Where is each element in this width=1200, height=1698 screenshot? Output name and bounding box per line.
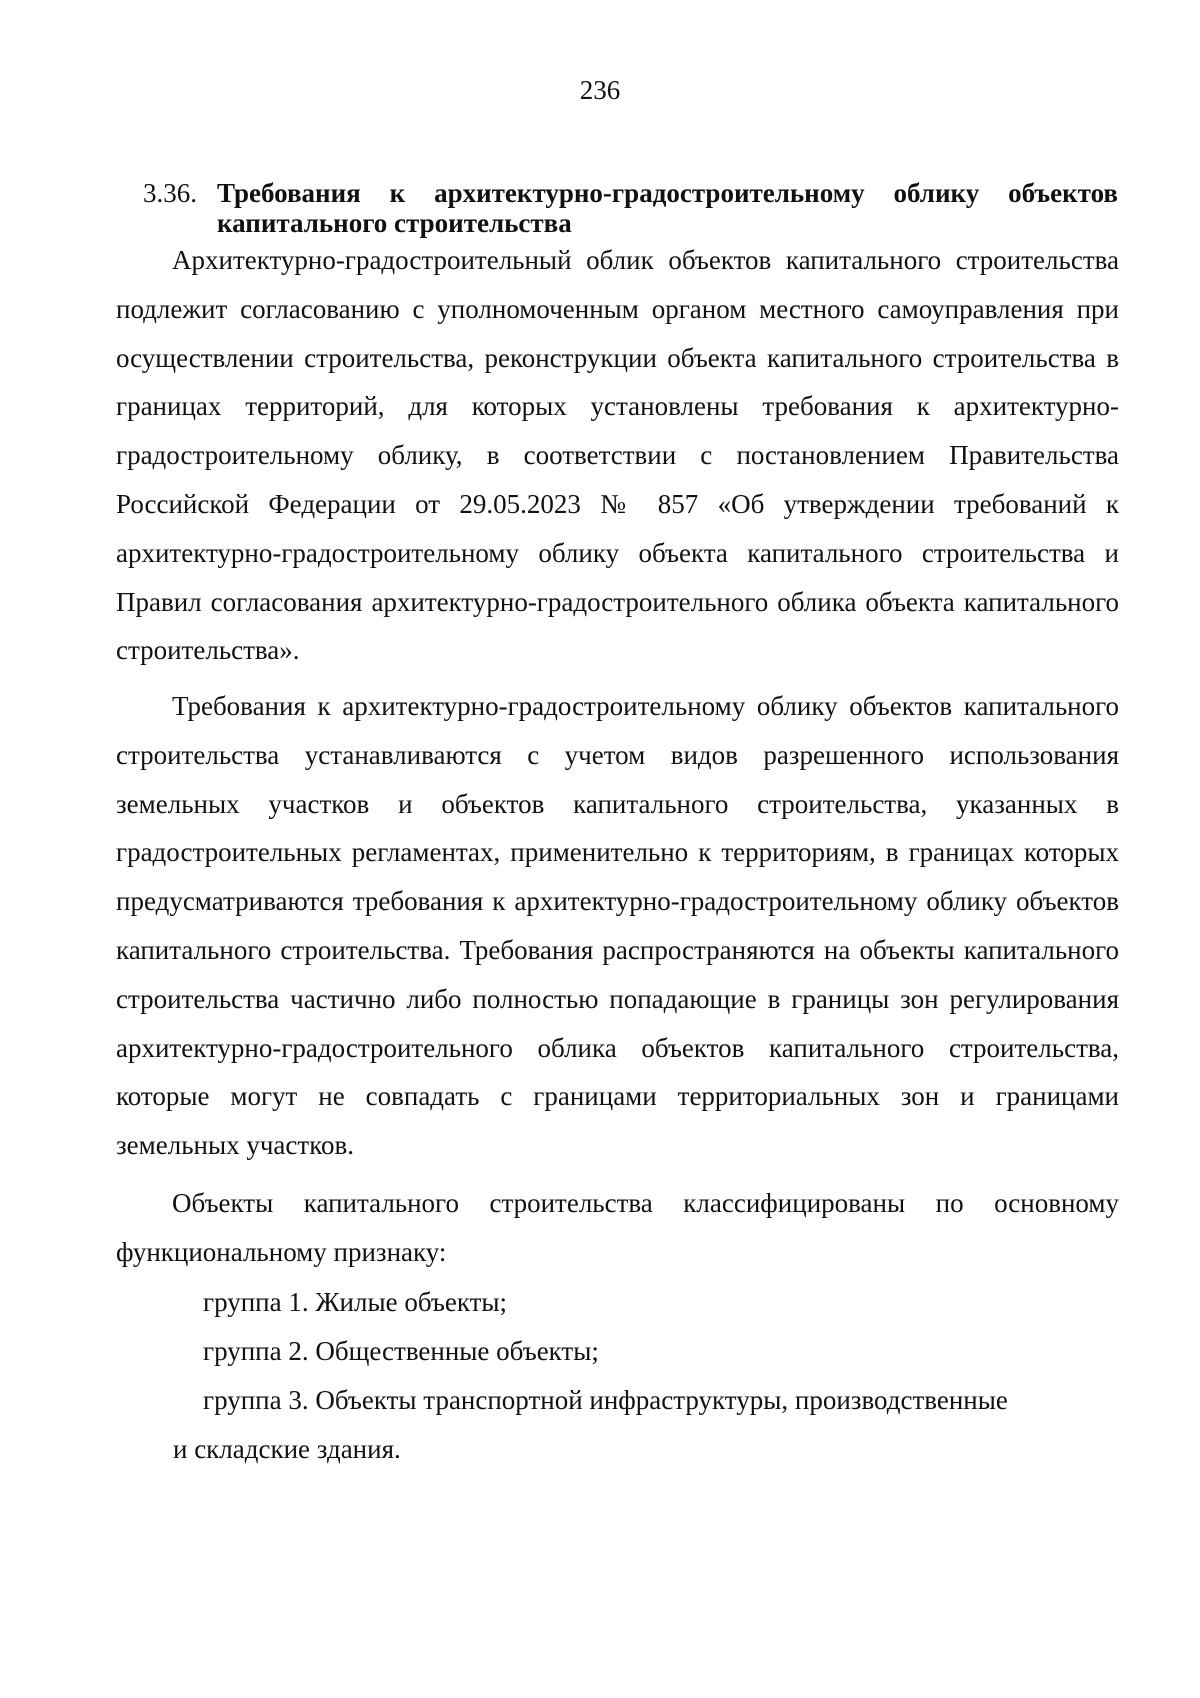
list-item-group-1	[203, 1278, 1119, 1327]
section-number: 3.36.	[143, 178, 197, 208]
paragraph-3-text: Объекты капитального строительства классифицированы по основному функциональному признаку:	[116, 1188, 1119, 1267]
list-item-group-2	[203, 1327, 1119, 1376]
section-heading	[143, 178, 1118, 238]
paragraph-3	[116, 1179, 1119, 1277]
list-item-text: группа 3. Объекты транспортной инфраструктуры, производственные	[203, 1385, 1008, 1415]
list-item-group-3	[203, 1376, 1119, 1425]
paragraph-1	[116, 236, 1119, 675]
list-item-text: группа 2. Общественные объекты;	[203, 1336, 599, 1366]
page-number: 236	[579, 75, 621, 105]
list-item-text: группа 1. Жилые объекты;	[203, 1287, 508, 1317]
paragraph-1-text: Архитектурно-градостроительный облик объектов капитального строительства подлежит согласованию с уполномоченным органом местного самоуправления при осуществлении строительства, реконструкции объекта капитального строительства в границах территорий, для которых установлены требования к архитектурно-градостроительному облику, в соответствии с постановлением Правительства Российской Федерации от 29.05.2023 № 857 «Об утверждении требований к архитектурно-градостроительному облику объекта капитального строительства и Правил согласования архитектурно-градостроительного облика объекта капитального строительства».	[116, 245, 1119, 666]
list-item-group-3-continuation: и складские здания.	[173, 1434, 401, 1464]
paragraph-2-text: Требования к архитектурно-градостроительному облику объектов капитального строительства устанавливаются с учетом видов разрешенного использования земельных участков и объектов капитального строительства, указанных в градостроительных регламентах, применительно к территориям, в границах которых предусматриваются требования к архитектурно-градостроительному облику объектов капитального строительства. Требования распространяются на объекты капитального строительства частично либо полностью попадающие в границы зон регулирования архитектурно-градостроительного облика объектов капитального строительства, которые могут не совпадать с границами территориальных зон и границами земельных участков.	[116, 691, 1119, 1161]
paragraph-2	[116, 682, 1119, 1170]
section-title: Требования к архитектурно-градостроительному облику объектов капитального строительства	[217, 178, 1118, 238]
